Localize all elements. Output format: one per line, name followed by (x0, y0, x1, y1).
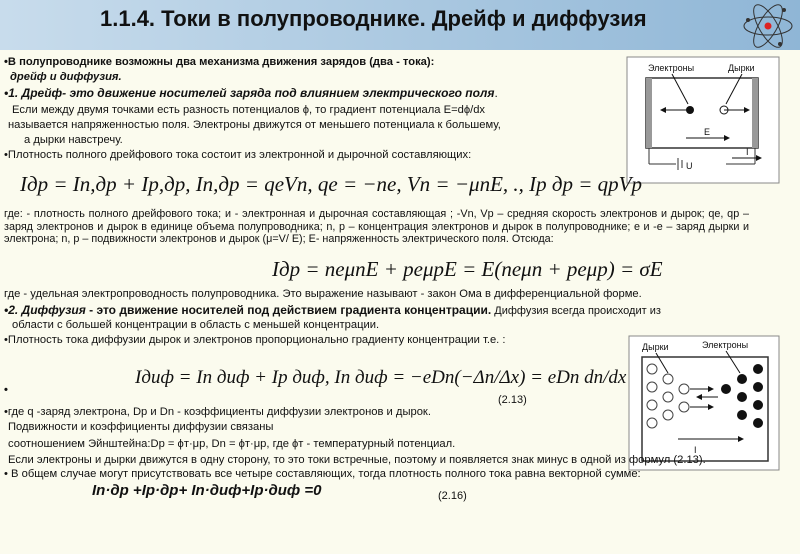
holes-label: Дырки (728, 63, 755, 73)
text-line: •Плотность тока диффузии дырок и электронов пропорционально градиенту концентрации т.е. : (4, 334, 506, 346)
current-label: I (694, 445, 697, 455)
electrons-label: Электроны (648, 63, 695, 73)
section-diffusion-def: - это движение носителей под действием градиента концентрации. (85, 303, 492, 317)
title-bar (0, 0, 800, 50)
text-paragraph: где: - плотность полного дрейфового тока; и - электронная и дырочная составляющая ; -Vn, Vp – средняя скорость электронов и дырок; qe, qp – заряд электронов и дырок в единице объема полупроводника; n, p – концентрация электронов и дырок в полупроводнике; e и -e – заряд дырки и электрона; n, p – подвижности электронов и дырок (μ=V/ E); E- напряженность электрического поля. Отсюда: (4, 208, 749, 245)
formula-diffusion: Iдиф = In диф + Ip диф, In диф = −eDn(−Δn/Δx) = eDn dn/dx (135, 367, 627, 388)
voltage-label: U (686, 161, 693, 171)
formula-ohm-law: Iдр = neμnE + peμpE = E(neμn + peμp) = σE (272, 257, 663, 281)
text-line: •В полупроводнике возможны два механизма движения зарядов (два - тока): (4, 56, 435, 68)
text-line: области с большей концентрации в область с меньшей концентрации. (12, 319, 380, 331)
text-line: называется напряженностью поля. Электроны движутся от меньшего потенциала к большему, (8, 119, 501, 131)
current-label: I (746, 147, 749, 157)
field-label: E (704, 127, 711, 137)
text-line (4, 304, 661, 318)
text-line: •где q -заряд электрона, Dp и Dn - коэффициенты диффузии электронов и дырок. (4, 406, 431, 418)
formula-drift-current: Iдр = In,др + Ip,др, In,др = qeVn, qe = −ne, Vn = −μnE, ., Ip др = qpVp (20, 172, 643, 196)
atom-icon (740, 2, 796, 50)
drift-diagram (626, 56, 781, 184)
text-line: •Плотность полного дрейфового тока состоит из электронной и дырочной составляющих: (4, 149, 472, 161)
section-diffusion-title: •2. Диффузия (4, 303, 86, 317)
text-line: дрейф и диффузия. (10, 71, 122, 83)
formula-number: (2.13) (498, 394, 527, 406)
text-line: соотношением Эйнштейна:Dp = ϕт·μp, Dn = ϕт·μp, где ϕт - температурный потенциал. (8, 438, 456, 450)
holes-label: Дырки (642, 342, 669, 352)
text-line: Подвижности и коэффициенты диффузии связаны (8, 421, 274, 433)
text-line: • В общем случае могут присутствовать все четыре составляющих, тогда плотность полного тока равна векторной сумме: (4, 468, 641, 480)
text-line: Если электроны и дырки движутся в одну сторону, то это токи встречные, поэтому и появляется знак минус в одной из формул (2.13). (8, 454, 706, 466)
text-line: а дырки навстречу. (24, 134, 123, 146)
section-drift-def: - это движение носителей заряда под влиянием электрического поля (62, 86, 495, 100)
section-diffusion-extra: Диффузия всегда происходит из (491, 305, 661, 317)
text-line: Если между двумя точками есть разность потенциалов ϕ, то градиент потенциала E=dϕ/dx (12, 104, 486, 116)
electrons-label: Электроны (702, 340, 749, 350)
page-title: 1.1.4. Токи в полупроводнике. Дрейф и диффузия (100, 6, 647, 31)
text-line: где - удельная электропроводность полупроводника. Это выражение называют - закон Ома в дифференциальной форме. (4, 288, 642, 300)
text-line: •1. Дрейф- это движение носителей заряда под влиянием электрического поля. (4, 86, 498, 100)
section-drift-title: •1. Дрейф (4, 86, 63, 100)
formula-number: (2.16) (438, 490, 467, 502)
diffusion-diagram (628, 335, 780, 471)
formula-total-current: In·др +Ip·др+ In·диф+Ip·диф =0 (92, 482, 322, 499)
